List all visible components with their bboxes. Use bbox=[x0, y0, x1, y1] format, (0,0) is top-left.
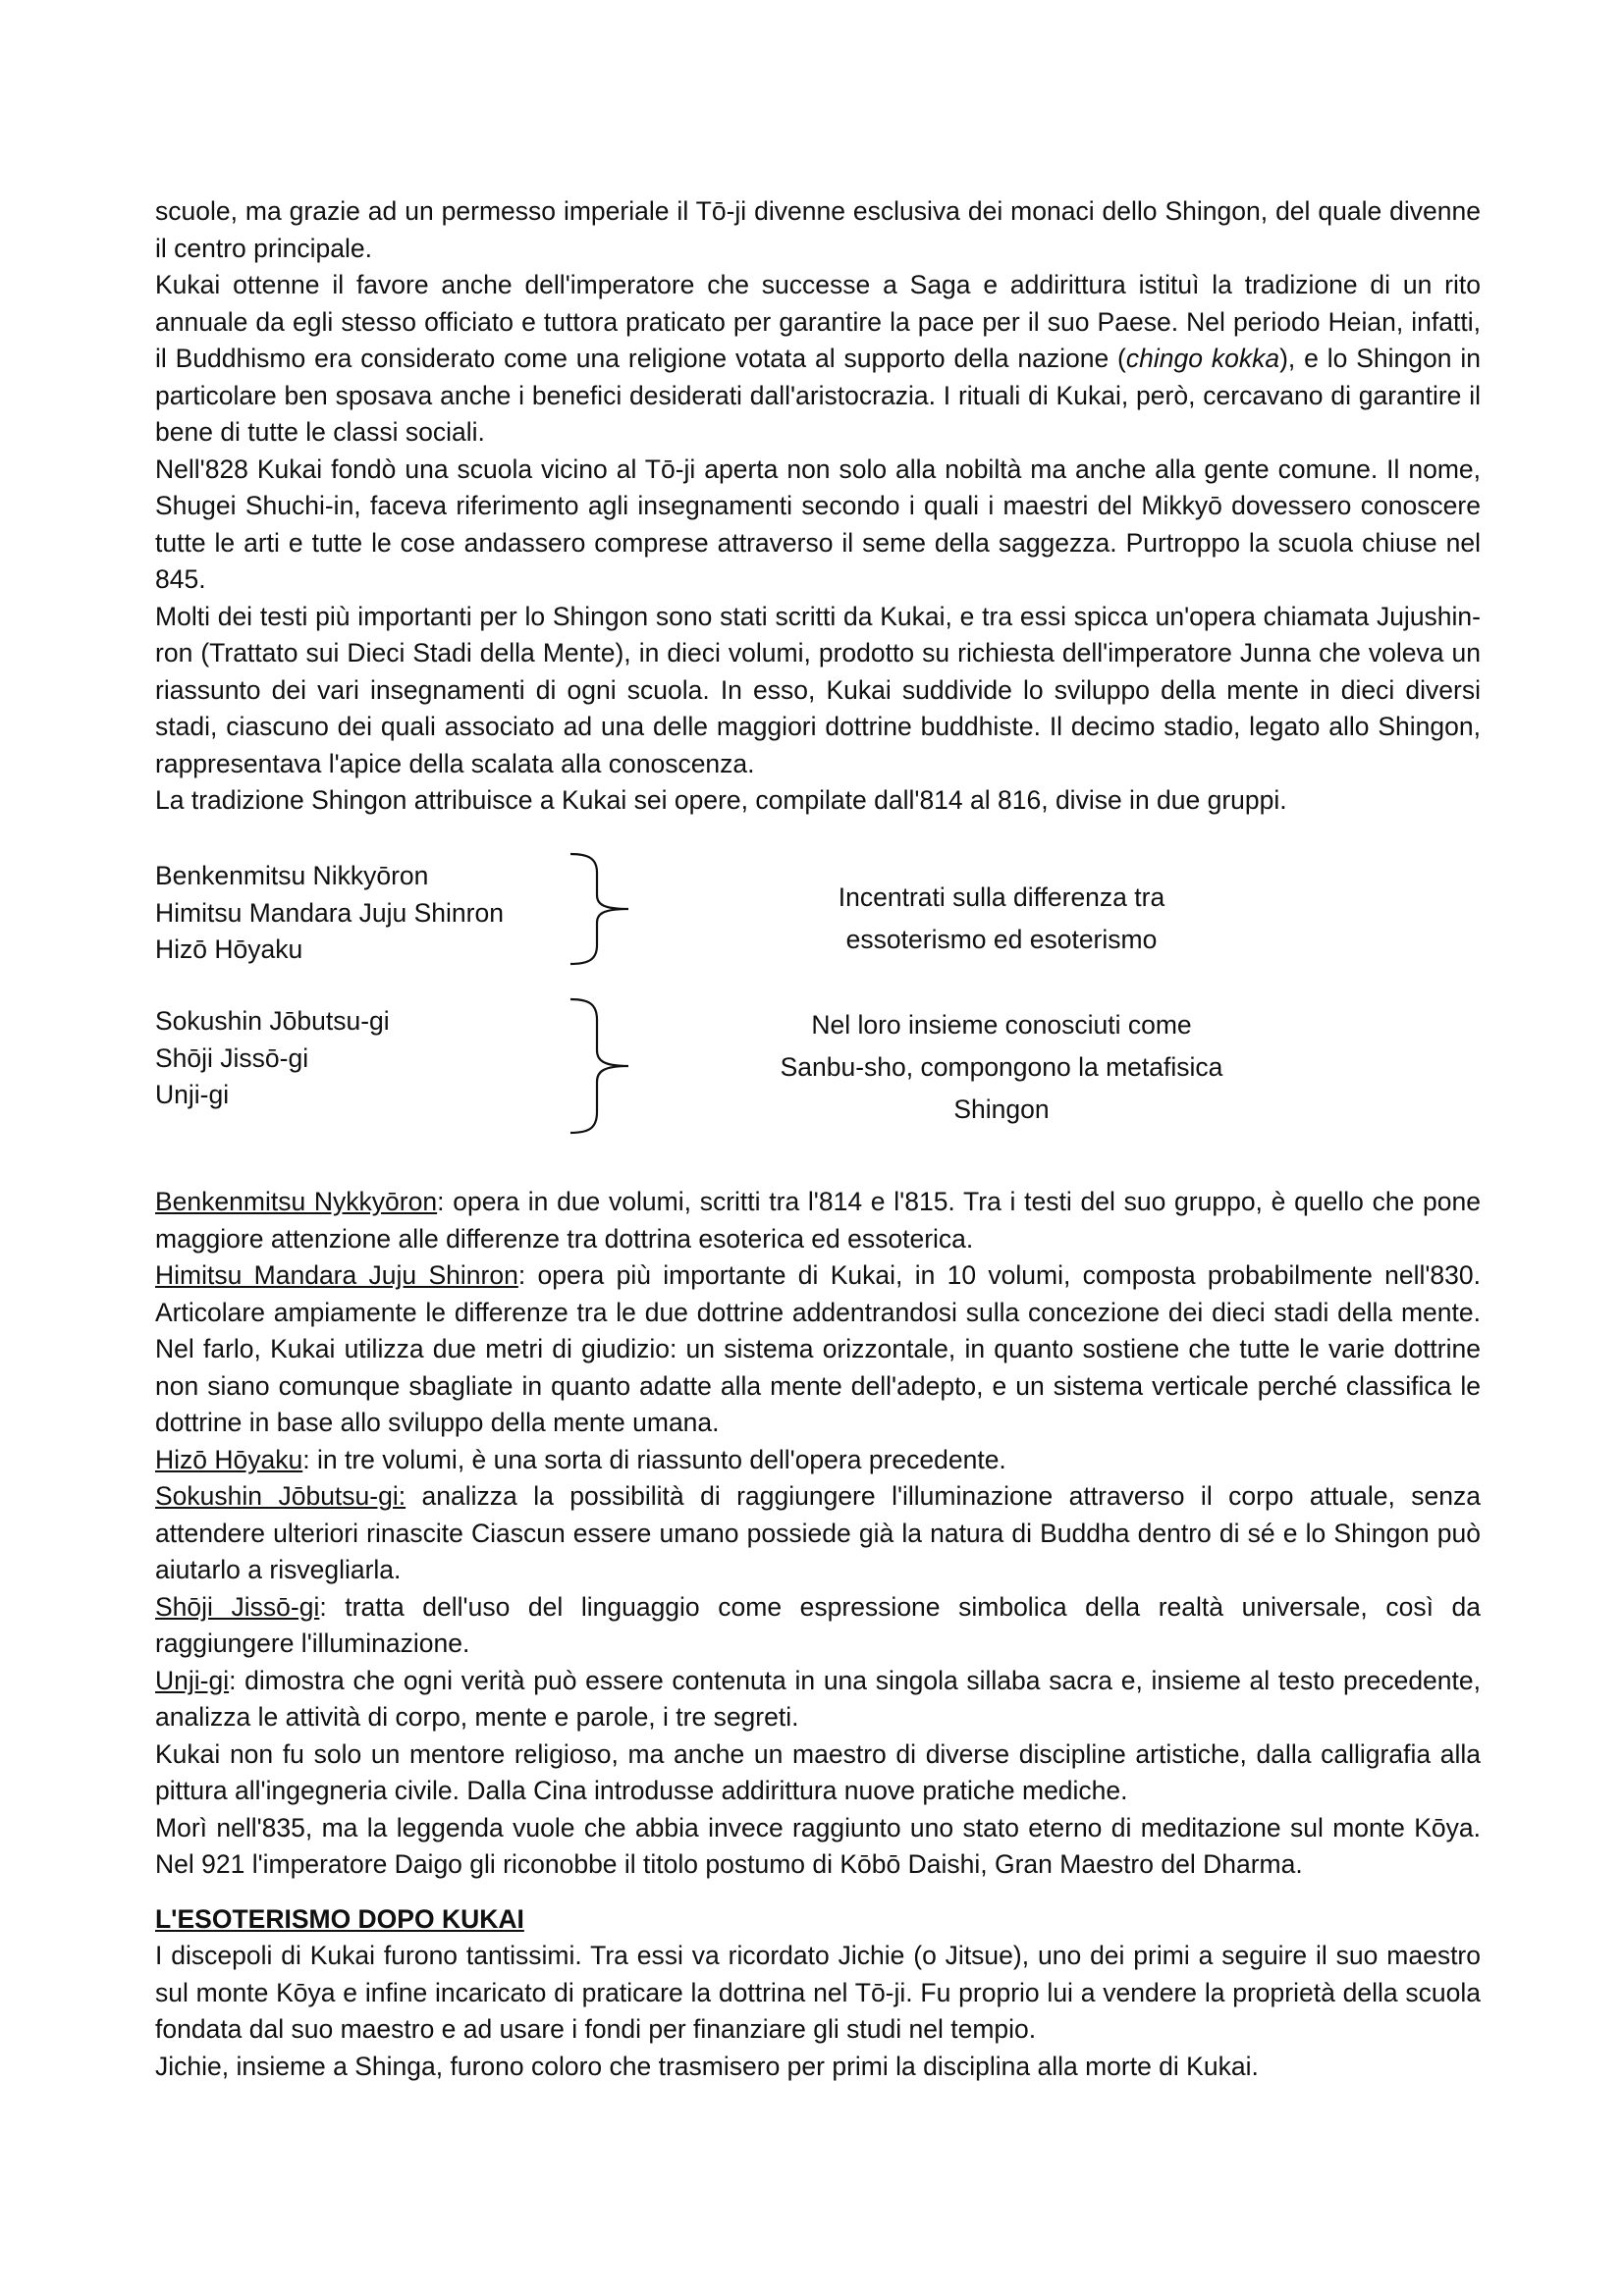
curly-brace-icon bbox=[568, 851, 646, 967]
work-title: Benkenmitsu Nykkyōron bbox=[155, 1187, 438, 1216]
work-entry: Hizō Hōyaku: in tre volumi, è una sorta di riassunto dell'opera precedente. bbox=[155, 1444, 1006, 1474]
works-descriptions bbox=[155, 1184, 1481, 2085]
paragraph: Morì nell'835, ma la leggenda vuole che abbia invece raggiunto uno stato eterno di meditazione sul monte Kōya. Nel 921 l'imperatore Daigo gli riconobbe il titolo postumo di Kōbō Daishi, Gran Maestro del Dharma. bbox=[155, 1812, 1481, 1879]
paragraph: Kukai ottenne il favore anche dell'imperatore che successe a Saga e addirittura istituì la tradizione di un rito annuale da egli stesso officiato e tuttora praticato per garantire la pace per il suo Paese. Nel periodo Heian, infatti, il Buddhismo era considerato come una religione votata al supporto della nazione (chingo kokka), e lo Shingon in particolare ben sposava anche i benefici desiderati dall'aristocrazia. I rituali di Kukai, però, cercavano di garantire il bene di tutte le classi sociali. bbox=[155, 270, 1481, 447]
work-entry: Shōji Jissō-gi: tratta dell'uso del linguaggio come espressione simbolica della realtà universale, così da raggiungere l'illuminazione. bbox=[155, 1591, 1481, 1658]
group-1-description: Incentrati sulla differenza tra essoterismo ed esoterismo bbox=[838, 882, 1165, 954]
list-item: Unji-gi bbox=[155, 1080, 230, 1109]
works-group-2-list bbox=[155, 1003, 390, 1114]
paragraph: I discepoli di Kukai furono tantissimi. Tra essi va ricordato Jichie (o Jitsue), uno dei primi a seguire il suo maestro sul monte Kōya e infine incaricato di praticare la dottrina nel Tō-ji. Fu proprio lui a vendere la proprietà della scuola fondata dal suo maestro e ad usare i fondi per finanziare gli studi nel tempio. bbox=[155, 1941, 1481, 2044]
list-item: Benkenmitsu Nikkyōron bbox=[155, 861, 429, 890]
group-2-description: Nel loro insieme conosciuti come Sanbu-sho, compongono la metafisica Shingon bbox=[780, 1010, 1223, 1124]
paragraph: scuole, ma grazie ad un permesso imperiale il Tō-ji divenne esclusiva dei monaci dello Shingon, del quale divenne il centro principale. bbox=[155, 196, 1481, 263]
paragraph: Kukai non fu solo un mentore religioso, ma anche un maestro di diverse discipline artistiche, dalla calligrafia alla pittura all'ingegneria civile. Dalla Cina introdusse addirittura nuove pratiche mediche. bbox=[155, 1738, 1481, 1805]
paragraph: Nell'828 Kukai fondò una scuola vicino al Tō-ji aperta non solo alla nobiltà ma anche alla gente comune. Il nome, Shugei Shuchi-in, faceva riferimento agli insegnamenti secondo i quali i maestri del Mikkyō dovessero conoscere tutte le arti e tutte le cose andassero comprese attraverso il seme della saggezza. Purtroppo la scuola chiuse nel 845. bbox=[155, 454, 1481, 594]
italic-term: chingo kokka bbox=[1125, 344, 1280, 373]
work-title: Himitsu Mandara Juju Shinron bbox=[155, 1260, 518, 1290]
intro-text bbox=[155, 193, 1481, 820]
work-entry: Himitsu Mandara Juju Shinron: opera più importante di Kukai, in 10 volumi, composta probabilmente nell'830. Articolare ampiamente le differenze tra le due dottrine addentrandosi sulla concezione dei dieci stadi della mente. Nel farlo, Kukai utilizza due metri di giudizio: un sistema orizzontale, in quanto sostiene che tutte le varie dottrine non siano comunque sbagliate in quanto adatte alla mente dell'adepto, e un sistema verticale perché classifica le dottrine in base allo sviluppo della mente umana. bbox=[155, 1260, 1482, 1437]
section-heading: L'ESOTERISMO DOPO KUKAI bbox=[155, 1903, 524, 1934]
work-title: Sokushin Jōbutsu-gi: bbox=[155, 1481, 406, 1511]
paragraph: Jichie, insieme a Shinga, furono coloro che trasmisero per primi la disciplina alla morte di Kukai. bbox=[155, 2051, 1259, 2081]
paragraph: La tradizione Shingon attribuisce a Kukai sei opere, compilate dall'814 al 816, divise in due gruppi. bbox=[155, 785, 1287, 815]
works-group-1-list bbox=[155, 858, 504, 969]
curly-brace-icon bbox=[568, 996, 646, 1136]
list-item: Hizō Hōyaku bbox=[155, 934, 303, 964]
work-title: Shōji Jissō-gi bbox=[155, 1591, 320, 1622]
list-item: Shōji Jissō-gi bbox=[155, 1042, 309, 1073]
work-title: Hizō Hōyaku bbox=[155, 1444, 303, 1474]
work-entry: Unji-gi: dimostra che ogni verità può essere contenuta in una singola sillaba sacra e, insieme al testo precedente, analizza le attività di corpo, mente e parole, i tre segreti. bbox=[155, 1665, 1481, 1732]
list-item: Sokushin Jōbutsu-gi bbox=[155, 1006, 390, 1036]
work-title: Unji-gi bbox=[155, 1665, 230, 1695]
work-entry: Benkenmitsu Nykkyōron: opera in due volumi, scritti tra l'814 e l'815. Tra i testi del suo gruppo, è quello che pone maggiore attenzione alle differenze tra dottrina esoterica ed essoterica. bbox=[155, 1187, 1481, 1254]
work-entry: Sokushin Jōbutsu-gi: analizza la possibilità di raggiungere l'illuminazione attraverso il corpo attuale, senza attendere ulteriori rinascite Ciascun essere umano possiede già la natura di Buddha dentro di sé e lo Shingon può aiutarlo a risvegliarla. bbox=[155, 1481, 1481, 1584]
list-item: Himitsu Mandara Juju Shinron bbox=[155, 897, 504, 928]
paragraph: Molti dei testi più importanti per lo Shingon sono stati scritti da Kukai, e tra essi spicca un'opera chiamata Jujushin-ron (Trattato sui Dieci Stadi della Mente), in dieci volumi, prodotto su richiesta dell'imperatore Junna che voleva un riassunto dei vari insegnamenti di ogni scuola. In esso, Kukai suddivide lo sviluppo della mente in dieci diversi stadi, ciascuno dei quali associato ad una delle maggiori dottrine buddhiste. Il decimo stadio, legato allo Shingon, rappresentava l'apice della scalata alla conoscenza. bbox=[155, 601, 1481, 778]
